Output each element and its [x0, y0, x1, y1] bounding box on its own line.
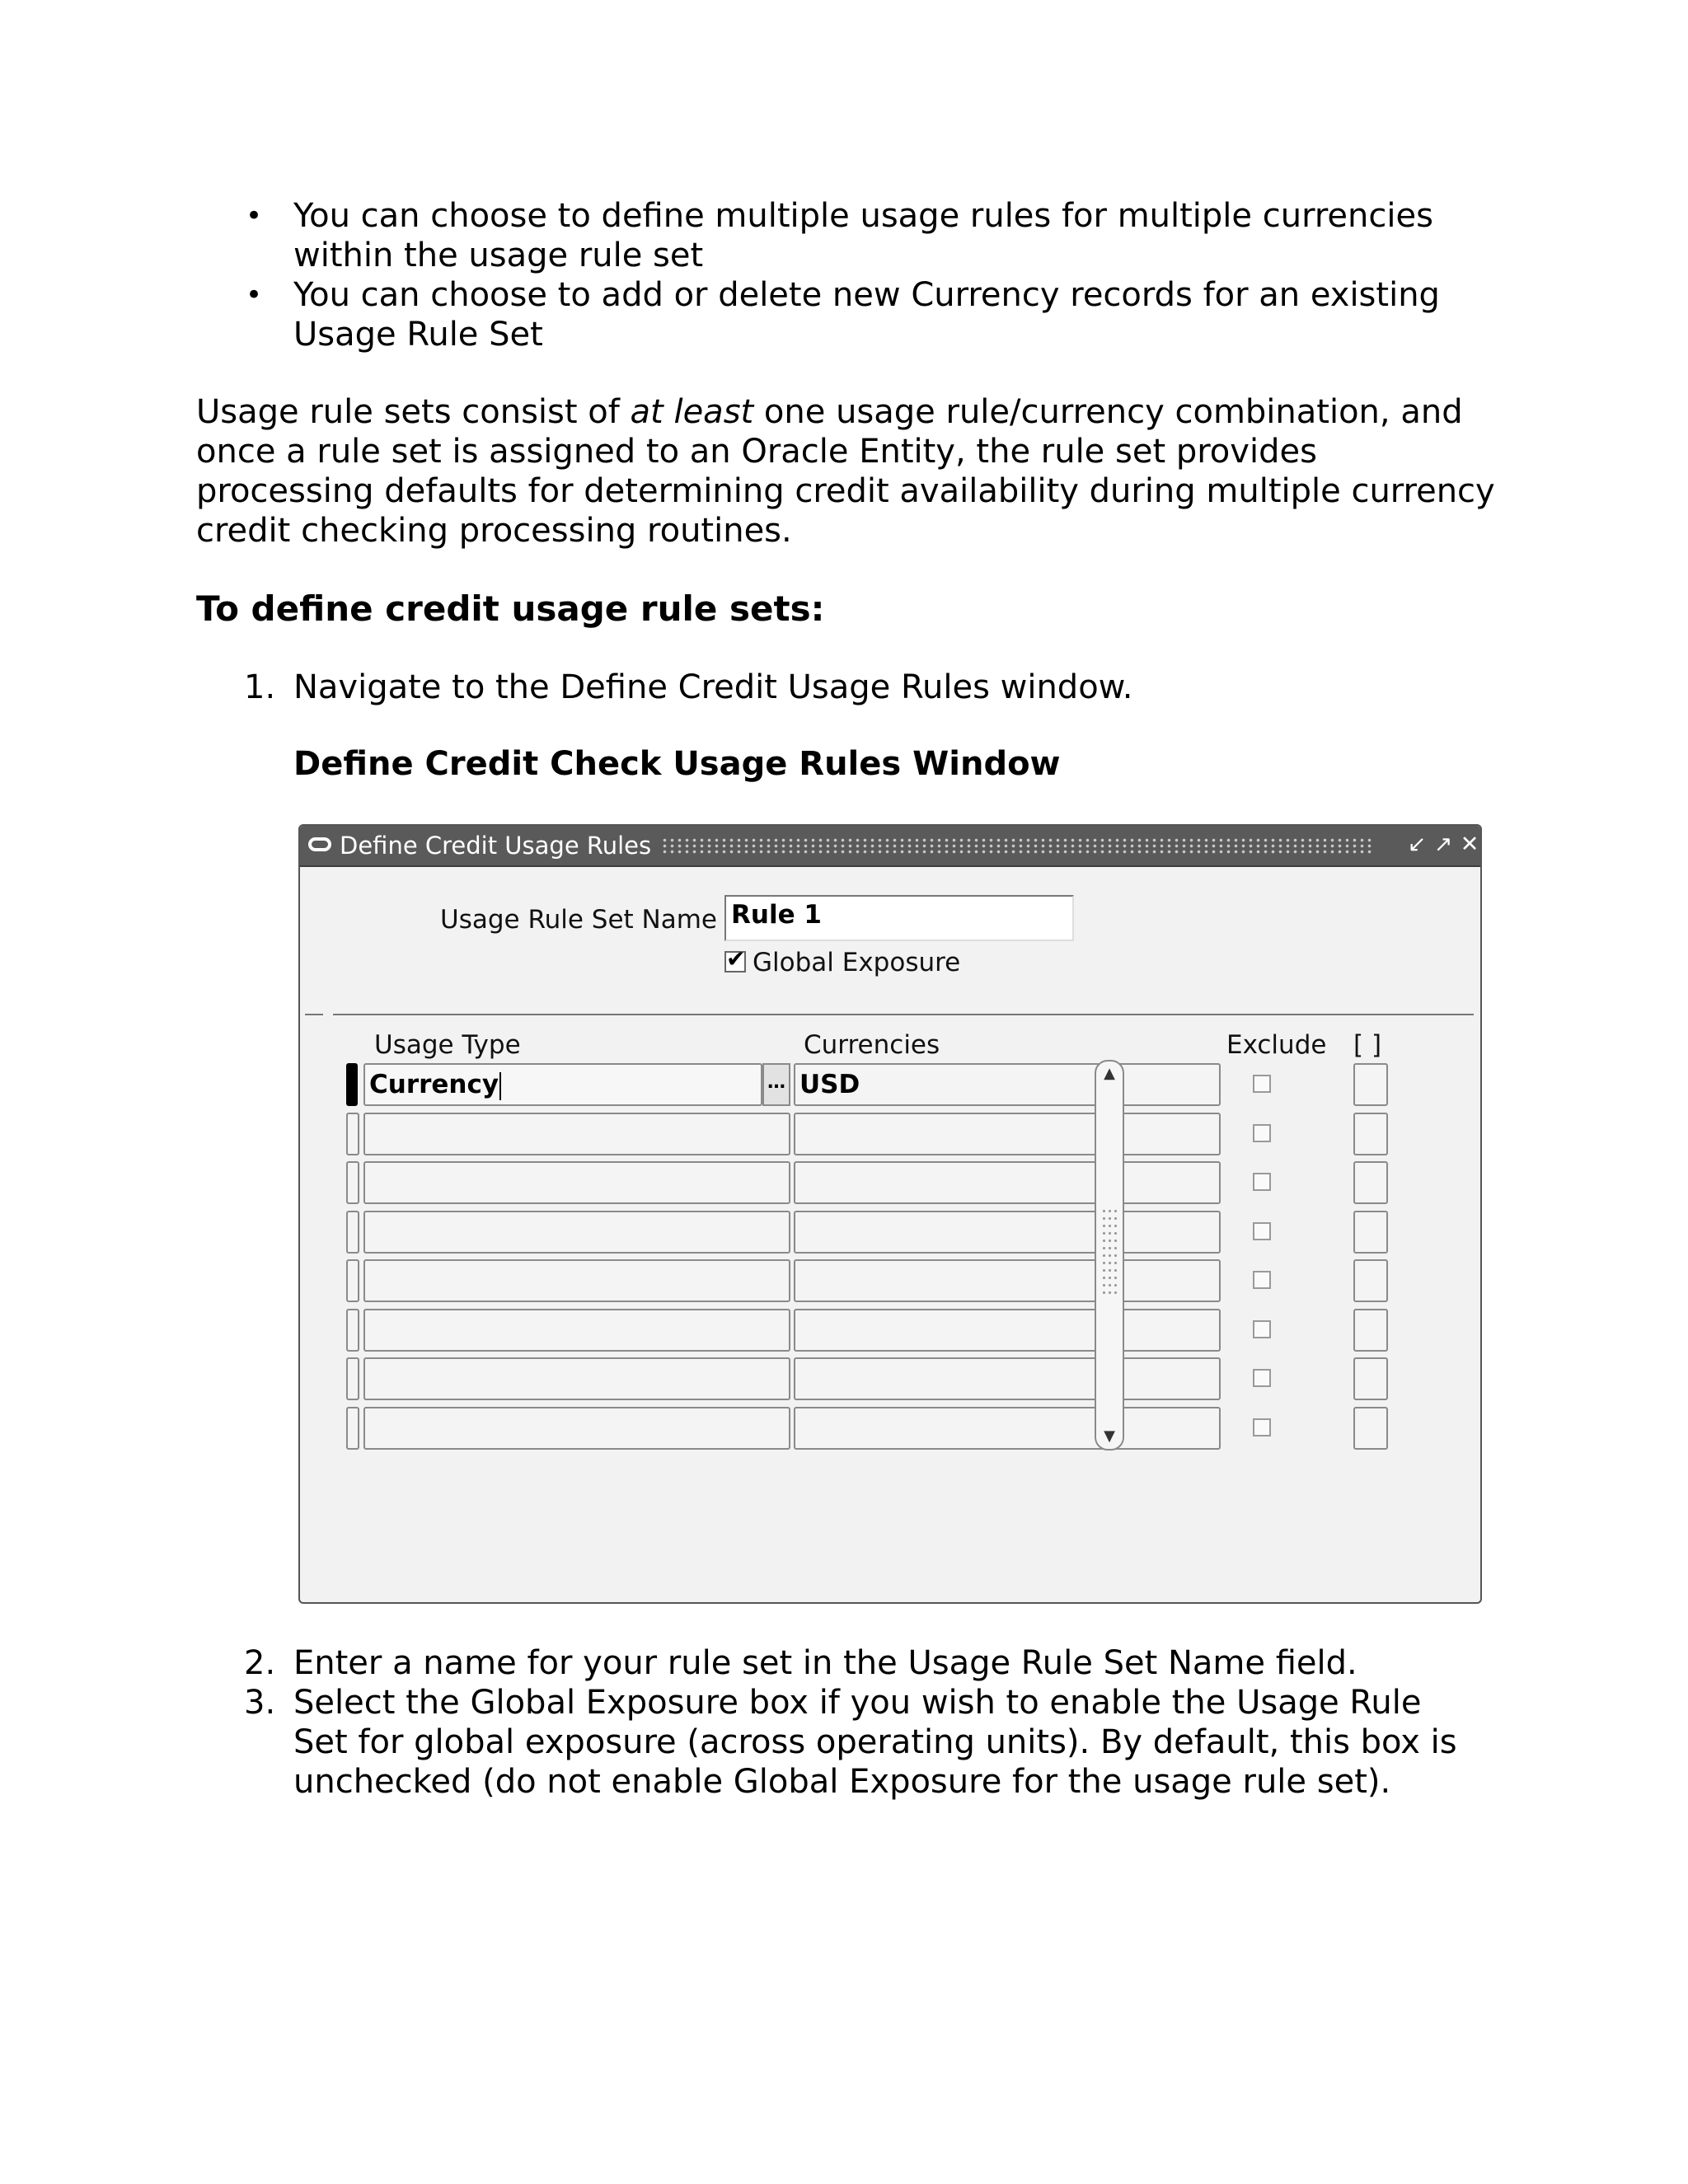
currencies-field[interactable]: [794, 1211, 1221, 1254]
currencies-field[interactable]: [794, 1113, 1221, 1155]
scroll-thumb-grip[interactable]: [1101, 1207, 1119, 1298]
step-text: Select the Global Exposure box if you wish to enable the Usage Rule Set for global exposure (across operating units). By default, this box is unchecked (do not enable Global Exposure for the usage rule set).: [293, 1684, 1457, 1801]
step-item: [196, 1643, 1482, 1683]
usage-type-field[interactable]: [363, 1211, 790, 1254]
paragraph-text: Usage rule sets consist of: [196, 393, 631, 431]
step-text: Enter a name for your rule set in the Usage Rule Set Name field.: [293, 1644, 1357, 1682]
bullet-item: • You can choose to add or delete new Currency records for an existing Usage Rule Set: [196, 275, 1482, 354]
exclude-checkbox[interactable]: [1253, 1271, 1271, 1289]
separator-line: [305, 1014, 323, 1015]
step-number: 2.: [244, 1644, 276, 1682]
scroll-down-icon[interactable]: ▼: [1104, 1427, 1115, 1445]
step-number: 3.: [244, 1684, 276, 1722]
usage-type-field[interactable]: [363, 1161, 790, 1204]
currencies-field[interactable]: [794, 1161, 1221, 1204]
body-paragraph: [196, 392, 1498, 551]
usage-type-field[interactable]: [363, 1063, 762, 1106]
usage-rule-set-name-field[interactable]: Rule 1: [724, 895, 1074, 941]
paragraph-emphasis: at least: [630, 393, 754, 431]
usage-type-field[interactable]: [363, 1259, 790, 1302]
titlebar-grip: [661, 837, 1372, 854]
global-exposure-checkbox[interactable]: [724, 945, 746, 972]
exclude-column-header: Exclude: [1226, 1030, 1327, 1060]
step-item: [196, 668, 1482, 707]
text-cursor: [499, 1072, 501, 1100]
exclude-checkbox[interactable]: [1253, 1124, 1271, 1142]
currencies-field[interactable]: [794, 1407, 1221, 1450]
record-indicator[interactable]: [346, 1357, 359, 1400]
record-indicator[interactable]: [346, 1063, 358, 1106]
record-indicator[interactable]: [346, 1259, 359, 1302]
descriptive-flexfield[interactable]: [1353, 1407, 1388, 1450]
global-exposure-label: Global Exposure: [753, 948, 961, 977]
descriptive-flexfield[interactable]: [1353, 1113, 1388, 1155]
record-indicator[interactable]: [346, 1407, 359, 1450]
descriptive-flexfield[interactable]: [1353, 1259, 1388, 1302]
record-indicator[interactable]: [346, 1161, 359, 1204]
step-item: [196, 1683, 1482, 1802]
record-indicator[interactable]: [346, 1113, 359, 1155]
descriptive-flexfield[interactable]: [1353, 1161, 1388, 1204]
currencies-column-header: Currencies: [804, 1030, 940, 1060]
usage-type-field[interactable]: [363, 1407, 790, 1450]
descriptive-flexfield[interactable]: [1353, 1309, 1388, 1352]
currencies-field[interactable]: [794, 1309, 1221, 1352]
usage-type-field[interactable]: [363, 1309, 790, 1352]
paragraph-text: one usage rule/currency combination, and once a rule set is assigned to an Oracle Entity, the rule set provides processing defaults for determining credit availability during multiple currency credit checking processing routines.: [196, 393, 1495, 550]
currencies-field[interactable]: [794, 1357, 1221, 1400]
close-icon[interactable]: ✕: [1460, 832, 1479, 857]
oracle-logo-icon: [308, 837, 331, 851]
currencies-field[interactable]: [794, 1259, 1221, 1302]
minimize-icon[interactable]: ↙: [1407, 832, 1427, 857]
list-of-values-button[interactable]: …: [762, 1063, 790, 1106]
step-number: 1.: [244, 668, 276, 706]
usage-rule-set-name-label: Usage Rule Set Name: [440, 905, 717, 935]
scroll-up-icon[interactable]: ▲: [1104, 1065, 1115, 1082]
exclude-checkbox[interactable]: [1253, 1173, 1271, 1191]
record-indicator[interactable]: [346, 1211, 359, 1254]
descriptive-flexfield[interactable]: [1353, 1063, 1388, 1106]
bullet-list: [196, 196, 1482, 354]
checkmark-icon: ✔: [726, 945, 746, 972]
exclude-checkbox[interactable]: [1253, 1418, 1271, 1436]
descriptive-flexfield[interactable]: [1353, 1211, 1388, 1254]
maximize-icon[interactable]: ↗: [1433, 832, 1453, 857]
exclude-checkbox[interactable]: [1253, 1320, 1271, 1338]
exclude-checkbox[interactable]: [1253, 1369, 1271, 1387]
exclude-checkbox[interactable]: [1253, 1222, 1271, 1240]
descriptive-flexfield[interactable]: [1353, 1357, 1388, 1400]
section-heading: To define credit usage rule sets:: [196, 588, 825, 629]
usage-type-value: Currency: [369, 1070, 499, 1099]
usage-type-field[interactable]: [363, 1113, 790, 1155]
usage-type-column-header: Usage Type: [374, 1030, 521, 1060]
currencies-field[interactable]: USD: [794, 1063, 1221, 1106]
record-indicator[interactable]: [346, 1309, 359, 1352]
figure-caption: Define Credit Check Usage Rules Window: [293, 745, 1061, 783]
step-list: [196, 668, 1482, 707]
step-list: [196, 1643, 1482, 1802]
usage-type-field[interactable]: [363, 1357, 790, 1400]
separator-line: [333, 1014, 1474, 1015]
bullet-item: • You can choose to define multiple usage rules for multiple currencies within the usage rule set: [196, 196, 1482, 275]
exclude-checkbox[interactable]: [1253, 1075, 1271, 1093]
window-title: Define Credit Usage Rules: [340, 832, 652, 860]
window-titlebar[interactable]: [300, 826, 1480, 867]
extra-column-header: [ ]: [1353, 1030, 1382, 1060]
step-text: Navigate to the Define Credit Usage Rules window.: [293, 668, 1133, 706]
